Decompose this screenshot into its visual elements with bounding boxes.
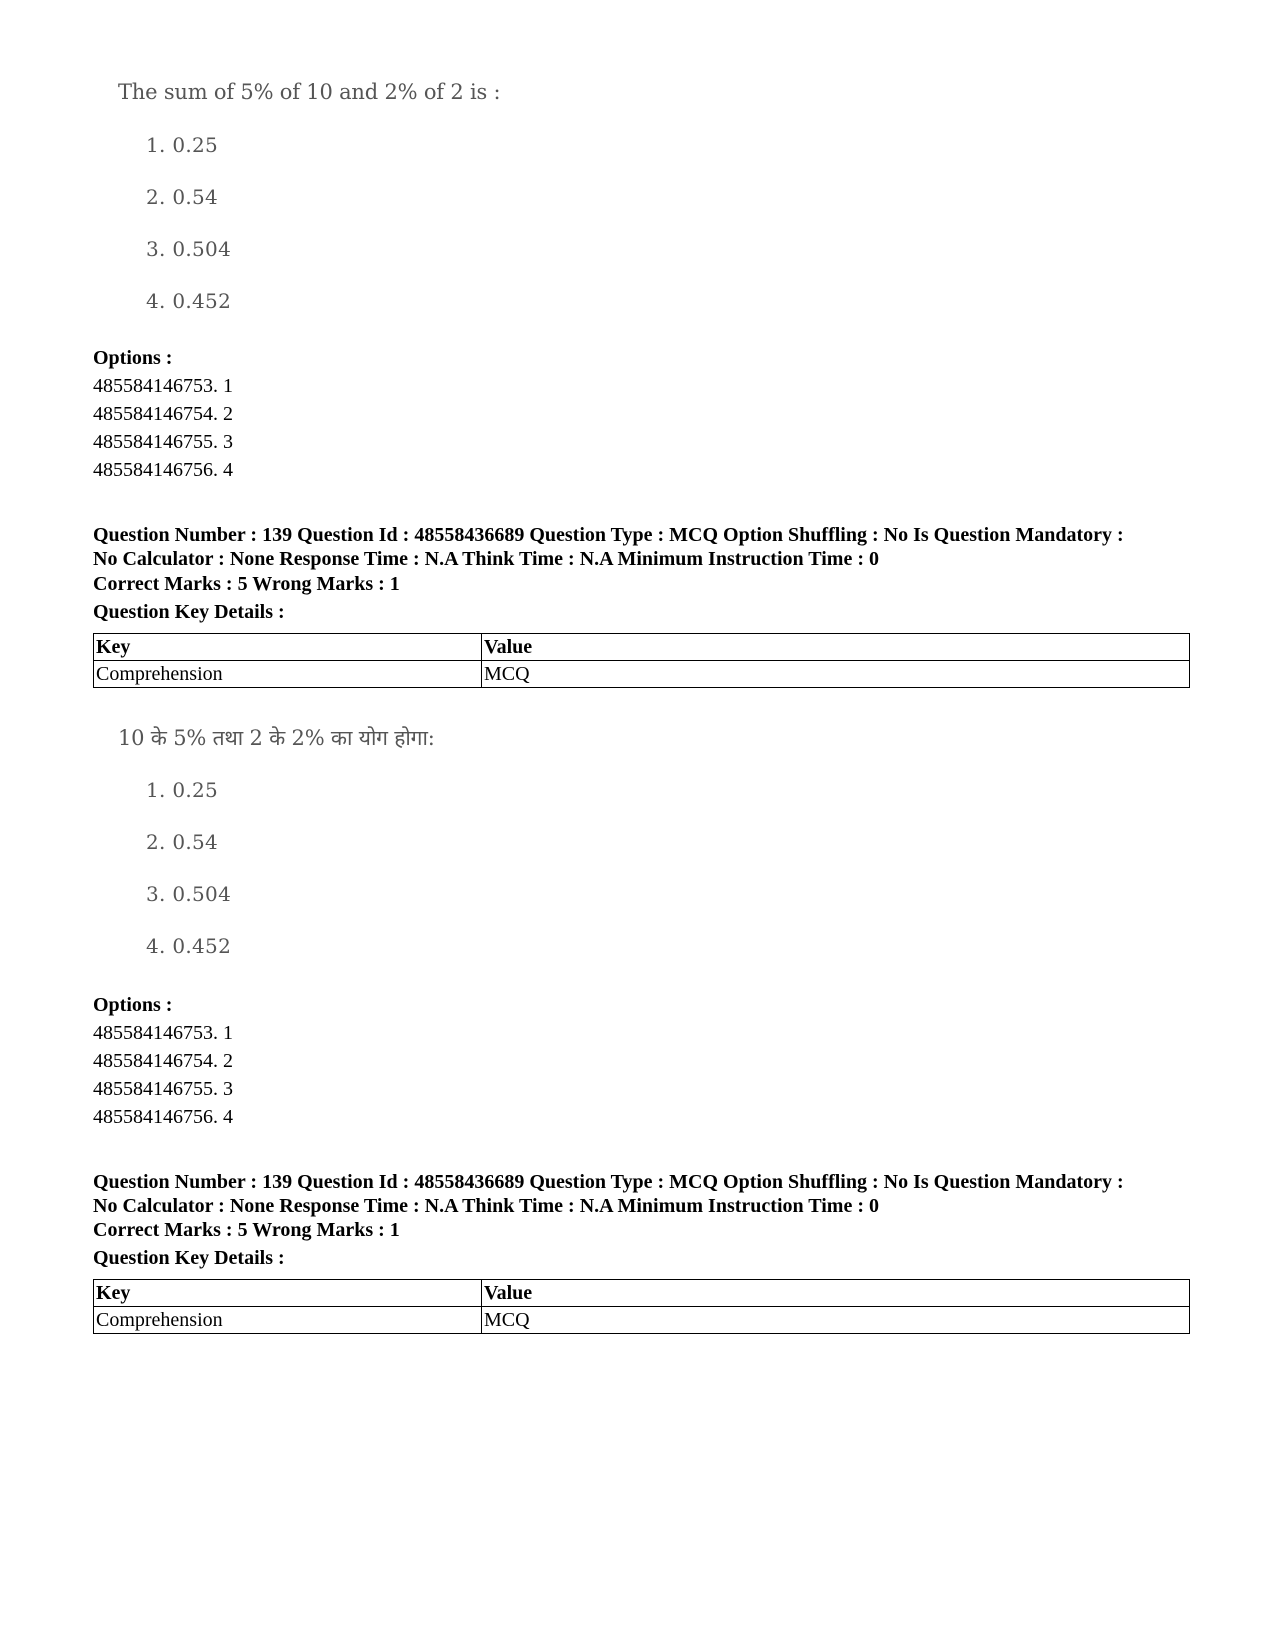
question-option: 4. 0.452: [146, 934, 232, 958]
table-header-key: Key: [94, 1280, 482, 1307]
table-cell-key: Comprehension: [94, 1307, 482, 1334]
table-cell-key: Comprehension: [94, 661, 482, 688]
options-heading: Options :: [93, 347, 173, 369]
table-header-row: [94, 634, 1190, 661]
option-id-line: 485584146755. 3: [93, 431, 233, 453]
key-details-label: Question Key Details :: [93, 1247, 285, 1269]
option-id-line: 485584146756. 4: [93, 1106, 233, 1128]
question-meta-line: Question Number : 139 Question Id : 48558436689 Question Type : MCQ Option Shuffling : No Is Question Mandatory :: [93, 1171, 1124, 1193]
table-header-row: [94, 1280, 1190, 1307]
question-stem: 10 के 5% तथा 2 के 2% का योग होगा:: [118, 726, 435, 750]
option-id-line: 485584146753. 1: [93, 375, 233, 397]
marks-line: Correct Marks : 5 Wrong Marks : 1: [93, 573, 400, 595]
question-image-hindi: [110, 724, 510, 964]
question-option: 3. 0.504: [146, 237, 232, 261]
question-option: 2. 0.54: [146, 830, 219, 854]
table-cell-value: MCQ: [482, 661, 1190, 688]
option-id-line: 485584146755. 3: [93, 1078, 233, 1100]
question-meta-line: No Calculator : None Response Time : N.A Think Time : N.A Minimum Instruction Time : 0: [93, 548, 879, 570]
question-option: 1. 0.25: [146, 133, 219, 157]
options-heading: Options :: [93, 994, 173, 1016]
table-header-key: Key: [94, 634, 482, 661]
option-id-line: 485584146754. 2: [93, 403, 233, 425]
question-option: 1. 0.25: [146, 778, 219, 802]
question-meta: [93, 1170, 1213, 1218]
table-row: [94, 1307, 1190, 1334]
table-header-value: Value: [482, 1280, 1190, 1307]
question-option: 2. 0.54: [146, 185, 219, 209]
question-meta-line: Question Number : 139 Question Id : 48558436689 Question Type : MCQ Option Shuffling : No Is Question Mandatory :: [93, 524, 1124, 546]
question-image-english: [110, 80, 510, 320]
key-details-table: [93, 1279, 1190, 1334]
question-meta-line: No Calculator : None Response Time : N.A Think Time : N.A Minimum Instruction Time : 0: [93, 1195, 879, 1217]
table-cell-value: MCQ: [482, 1307, 1190, 1334]
option-id-line: 485584146754. 2: [93, 1050, 233, 1072]
question-option: 3. 0.504: [146, 882, 232, 906]
key-details-label: Question Key Details :: [93, 601, 285, 623]
question-meta: [93, 523, 1213, 571]
marks-line: Correct Marks : 5 Wrong Marks : 1: [93, 1219, 400, 1241]
table-header-value: Value: [482, 634, 1190, 661]
key-details-table: [93, 633, 1190, 688]
table-row: [94, 661, 1190, 688]
option-id-line: 485584146756. 4: [93, 459, 233, 481]
option-id-line: 485584146753. 1: [93, 1022, 233, 1044]
question-stem: The sum of 5% of 10 and 2% of 2 is :: [118, 80, 501, 104]
question-option: 4. 0.452: [146, 289, 232, 313]
